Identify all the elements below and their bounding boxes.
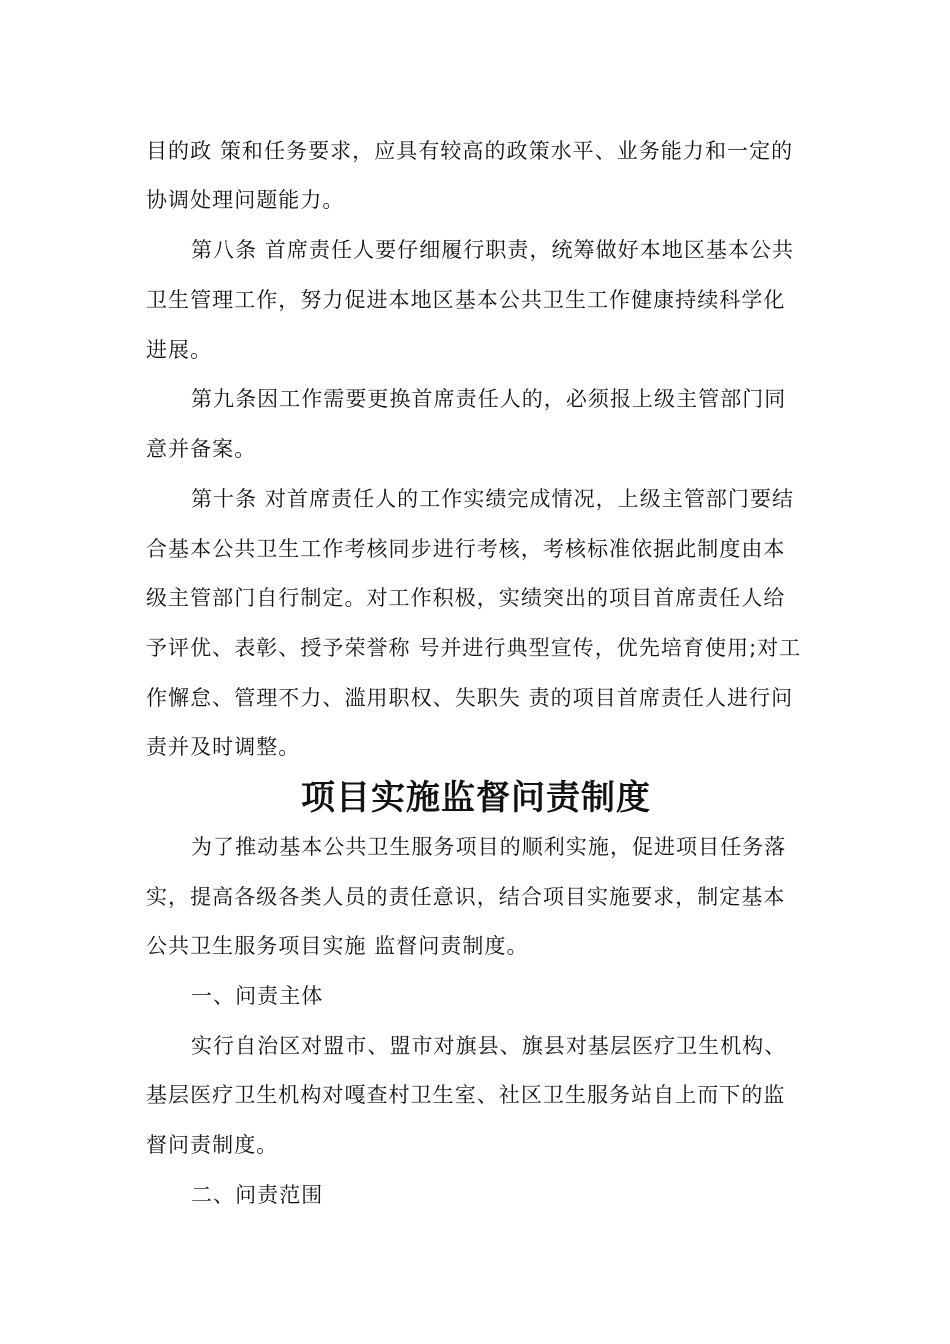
paragraph-line: 合基本公共卫生工作考核同步进行考核，考核标准依据此制度由本 <box>146 537 786 561</box>
paragraph-line: 督问责制度。 <box>146 1133 279 1157</box>
heading-accountability-scope: 二、问责范围 <box>191 1183 324 1207</box>
paragraph-line: 实，提高各级各类人员的责任意识，结合项目实施要求，制定基本 <box>146 885 786 909</box>
paragraph-line: 协调处理问题能力。 <box>146 188 345 212</box>
section-title: 项目实施监督问责制度 <box>301 778 651 818</box>
paragraph-line: 予评优、表彰、授予荣誉称 号并进行典型宣传，优先培育使用;对工 <box>146 636 802 660</box>
paragraph-line: 责并及时调整。 <box>146 735 301 759</box>
article-10-line: 第十条 对首席责任人的工作实绩完成情况，上级主管部门要结 <box>191 487 795 511</box>
paragraph-line: 基层医疗卫生机构对嘎查村卫生室、社区卫生服务站自上而下的监 <box>146 1083 786 1107</box>
article-9-line: 第九条因工作需要更换首席责任人的，必须报上级主管部门同 <box>191 387 787 411</box>
heading-accountability-subject: 一、问责主体 <box>191 984 324 1008</box>
paragraph-line: 作懈怠、管理不力、滥用职权、失职失 责的项目首席责任人进行问 <box>146 686 794 710</box>
paragraph-line: 公共卫生服务项目实施 监督问责制度。 <box>146 934 529 958</box>
paragraph-line: 卫生管理工作，努力促进本地区基本公共卫生工作健康持续科学化 <box>146 288 786 312</box>
paragraph-line: 实行自治区对盟市、盟市对旗县、旗县对基层医疗卫生机构、 <box>191 1034 787 1058</box>
paragraph-line: 级主管部门自行制定。对工作积极，实绩突出的项目首席责任人给 <box>146 586 786 610</box>
article-8-line: 第八条 首席责任人要仔细履行职责，统筹做好本地区基本公共 <box>191 238 795 262</box>
paragraph-line: 意并备案。 <box>146 437 257 461</box>
paragraph-line: 目的政 策和任务要求，应具有较高的政策水平、业务能力和一定的 <box>146 139 794 163</box>
paragraph-line: 进展。 <box>146 338 213 362</box>
intro-line: 为了推动基本公共卫生服务项目的顺利实施，促进项目任务落 <box>191 835 787 859</box>
